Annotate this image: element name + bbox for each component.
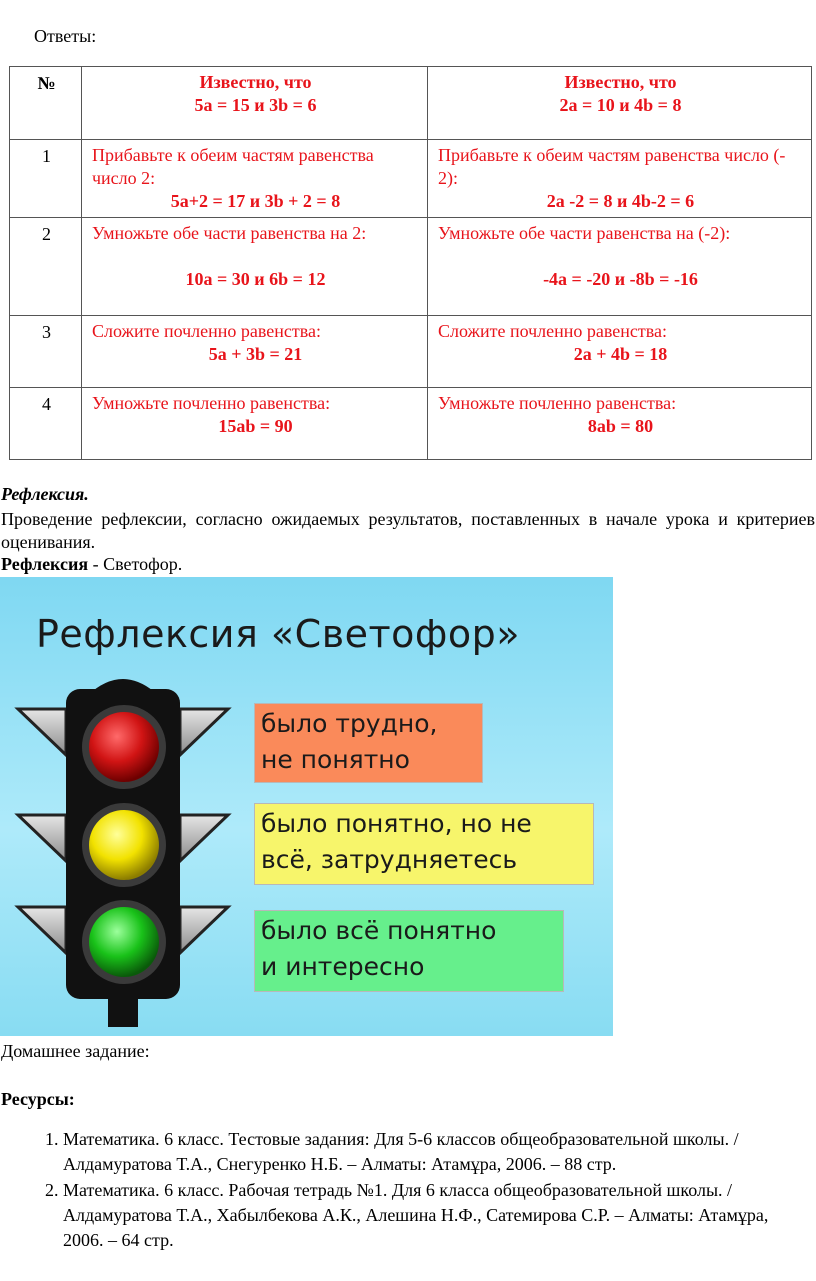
row-result: 15ab = 90 (218, 416, 293, 436)
row-col2 (428, 316, 812, 388)
row-num: 2 (10, 218, 82, 316)
label-hard-line2: не понятно (261, 745, 410, 774)
row-result: 8ab = 80 (587, 416, 654, 436)
row-num: 4 (10, 388, 82, 460)
reflection-text: Проведение рефлексии, согласно ожидаемых результатов, поставленных в начале урока и критериев оценивания. (1, 509, 815, 552)
label-clear-line1: было всё понятно (261, 916, 497, 945)
row-result: 10a = 30 и 6b = 12 (185, 269, 326, 289)
row-num: 1 (10, 140, 82, 218)
reflection-traffic-bold: Рефлексия (1, 554, 89, 574)
row-instruction: Сложите почленно равенства: (438, 321, 668, 341)
reflection-traffic-line (1, 554, 182, 575)
header-num: № (10, 67, 82, 140)
label-clear (254, 910, 564, 992)
resources-heading: Ресурсы: (1, 1089, 75, 1109)
table-row (10, 388, 812, 460)
header-col2-line2: 2a = 10 и 4b = 8 (559, 95, 682, 115)
table-row (10, 140, 812, 218)
row-result: 2a -2 = 8 и 4b-2 = 6 (546, 191, 695, 211)
row-col1 (82, 140, 428, 218)
label-clear-line2: и интересно (261, 952, 425, 981)
row-instruction: Умножьте почленно равенства: (438, 393, 677, 413)
row-col2 (428, 218, 812, 316)
label-partial (254, 803, 594, 885)
svetofor-poster (0, 577, 613, 1036)
row-result: 2a + 4b = 18 (573, 344, 668, 364)
row-col1 (82, 388, 428, 460)
answers-table (9, 66, 812, 460)
answers-title: Ответы: (34, 26, 97, 46)
label-partial-line1: было понятно, но не (261, 809, 532, 838)
row-instruction: Умножьте обе части равенства на 2: (92, 223, 367, 243)
reflection-traffic-rest: - Светофор. (88, 554, 183, 574)
header-col1 (82, 67, 428, 140)
row-instruction: Прибавьте к обеим частям равенства число (- 2): (438, 145, 786, 188)
poster-title: Рефлексия «Светофор» (36, 612, 520, 656)
resources-list (18, 1127, 803, 1254)
row-col1 (82, 316, 428, 388)
row-instruction: Сложите почленно равенства: (92, 321, 322, 341)
row-result: 5a + 3b = 21 (208, 344, 303, 364)
row-num: 3 (10, 316, 82, 388)
homework-heading: Домашнее задание: (1, 1041, 150, 1061)
row-instruction: Умножьте обе части равенства на (-2): (438, 223, 731, 243)
reflection-heading: Рефлексия. (1, 484, 89, 504)
label-partial-line2: всё, затрудняетесь (261, 845, 518, 874)
row-col2 (428, 140, 812, 218)
table-header-row (10, 67, 812, 140)
label-hard-line1: было трудно, (261, 709, 438, 738)
resource-item: 2. Математика. 6 класс. Рабочая тетрадь №1. Для 6 класса общеобразовательной школы. /Алдамуратова Т.А., Хабылбекова А.К., Алешина Н.Ф., Сатемирова С.Р. – Алматы: Атамұра, 2006. – 64 стр. (63, 1178, 803, 1253)
label-hard (254, 703, 483, 783)
resource-item: 1. Математика. 6 класс. Тестовые задания: Для 5-6 классов общеобразовательной школы. /Алдамуратова Т.А., Снегуренко Н.Б. – Алматы: Атамұра, 2006. – 88 стр. (63, 1127, 803, 1177)
header-col1-line2: 5a = 15 и 3b = 6 (194, 95, 317, 115)
row-result: -4a = -20 и -8b = -16 (543, 269, 698, 289)
header-col2 (428, 67, 812, 140)
header-col2-line1: Известно, что (564, 72, 677, 92)
table-row (10, 218, 812, 316)
row-col2 (428, 388, 812, 460)
table-row (10, 316, 812, 388)
header-col1-line1: Известно, что (199, 72, 312, 92)
row-instruction: Прибавьте к обеим частям равенства число 2: (92, 145, 374, 188)
row-col1 (82, 218, 428, 316)
row-result: 5a+2 = 17 и 3b + 2 = 8 (170, 191, 341, 211)
row-instruction: Умножьте почленно равенства: (92, 393, 331, 413)
